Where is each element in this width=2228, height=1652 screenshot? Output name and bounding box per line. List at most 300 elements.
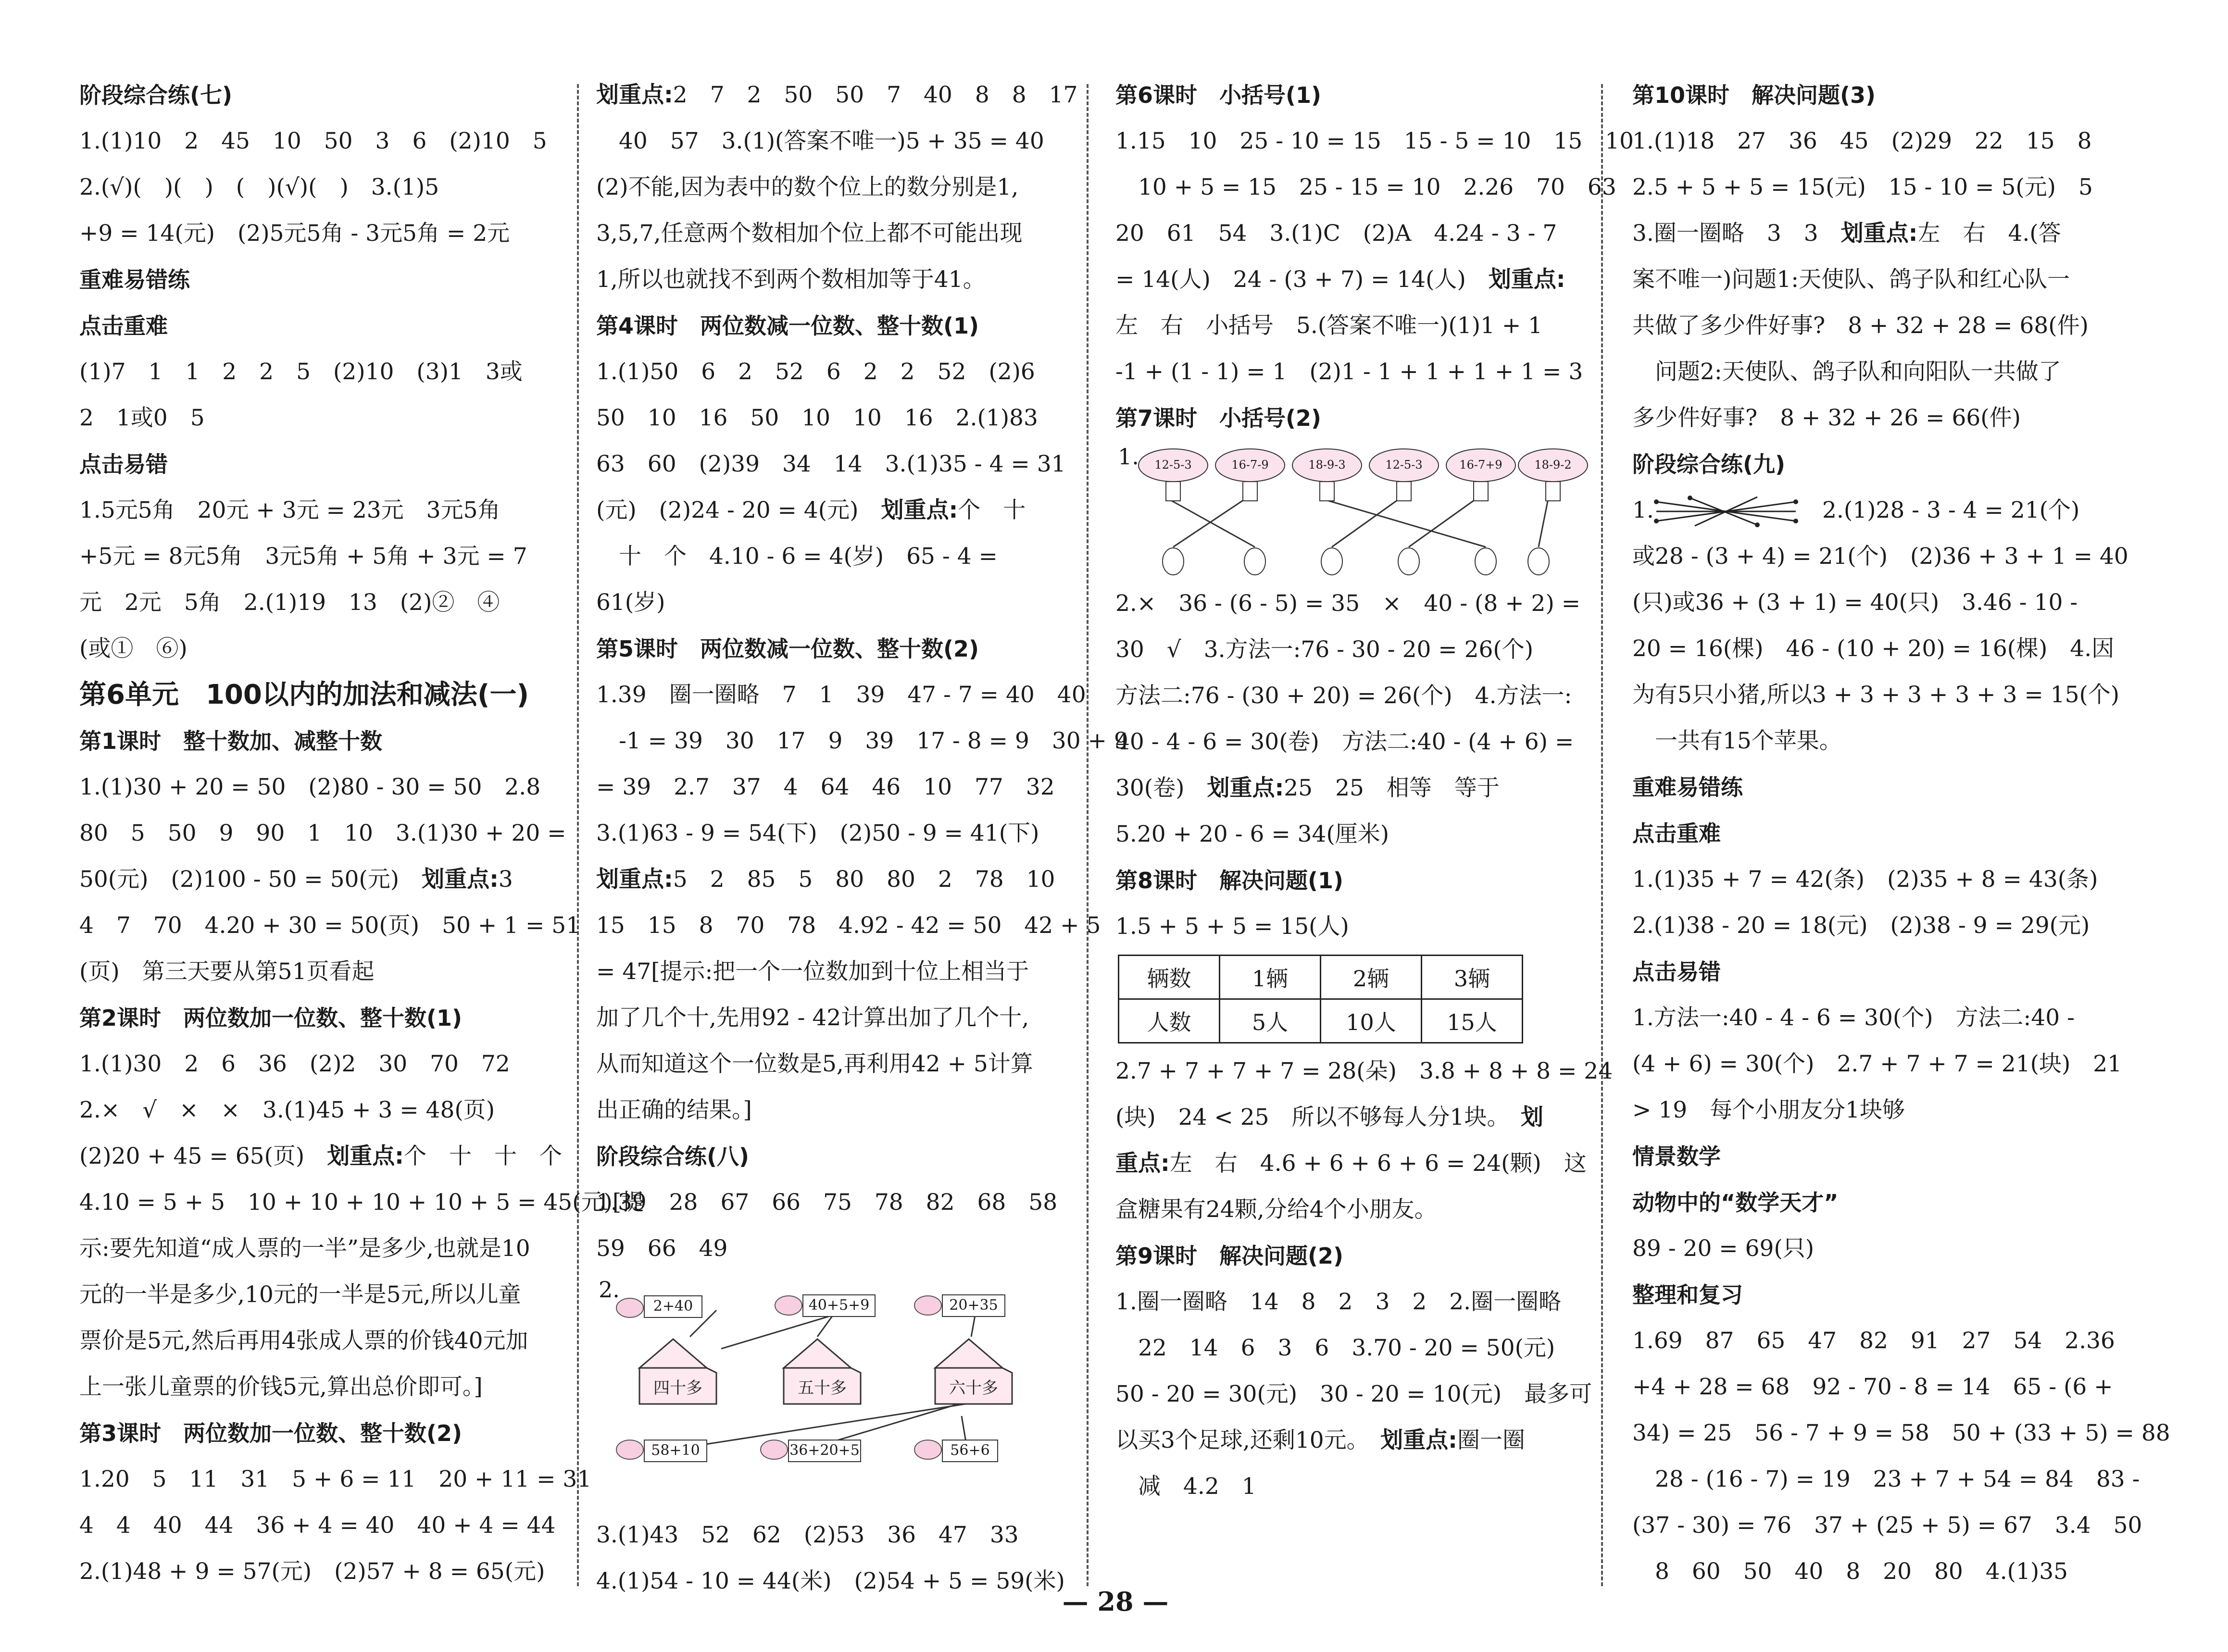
answer-line <box>1632 672 2120 718</box>
answer-line <box>79 487 560 534</box>
answer-line <box>1632 164 2113 211</box>
answer-text: 第10课时 解决问题(3) <box>1632 82 1876 108</box>
answer-text: 案不唯一)问题1:天使队、鸽子队和红心队一 <box>1632 266 2070 293</box>
answer-text: 89 - 20 = 69(只) <box>1632 1235 1815 1262</box>
answer-text: 4 7 70 4.20 + 30 = 50(页) 50 + 1 = 51 <box>79 912 581 939</box>
answer-text: 1,所以也就找不到两个数相加等于41。 <box>596 266 986 293</box>
section-heading <box>79 1410 560 1456</box>
section-heading <box>596 1133 1077 1180</box>
answer-text: 盒糖果有24颗,分给4个小朋友。 <box>1115 1196 1437 1223</box>
answer-text: 第1课时 整十数加、减整十数 <box>79 728 383 754</box>
answer-text: 2.(1)48 + 9 = 57(元) (2)57 + 8 = 65(元) <box>79 1558 545 1585</box>
answer-text: 点击易错 <box>1632 959 1721 985</box>
answer-text: 问题2:天使队、鸽子队和向阳队一共做了 <box>1632 359 2061 385</box>
answer-text: (元) (2)24 - 20 = 4(元) <box>596 497 881 523</box>
answer-text: 59 66 49 <box>596 1235 728 1262</box>
answer-line <box>1632 118 2113 164</box>
cars-people-table <box>1118 955 1523 1043</box>
section-heading <box>1632 441 2113 487</box>
answer-text: 20 61 54 3.(1)C (2)A 4.24 - 3 - 7 <box>1115 220 1557 247</box>
answer-text: 以买3个足球,还剩10元。 <box>1115 1427 1381 1453</box>
section-heading <box>79 672 560 718</box>
answer-line <box>79 1456 592 1503</box>
answer-text: 十 个 4.10 - 6 = 4(岁) 65 - 4 = <box>596 543 998 570</box>
section-heading <box>1115 72 1596 118</box>
answer-text: 第7课时 小括号(2) <box>1115 405 1322 431</box>
answer-line <box>79 810 566 857</box>
answer-line <box>1115 673 1596 719</box>
bee-house-matching-figure <box>596 1272 1077 1512</box>
answer-text: +9 = 14(元) (2)5元5角 - 3元5角 = 2元 <box>79 220 510 247</box>
mushroom-label: 12-5-3 <box>1385 458 1423 472</box>
answer-text: 3 <box>498 866 513 893</box>
answer-line <box>79 1041 560 1087</box>
table-cell: 15人 <box>1422 999 1523 1043</box>
highlight-label: 划重点: <box>881 497 958 523</box>
section-heading <box>1632 949 2113 995</box>
answer-line <box>79 164 560 211</box>
answer-text: 上一张儿童票的价钱5元,算出总价即可。] <box>79 1374 483 1400</box>
answer-line <box>596 257 1077 303</box>
col4-lines-b <box>1632 534 2170 1595</box>
answer-line <box>79 349 560 395</box>
col4-lines-a <box>1632 72 2113 487</box>
answer-text: (或① ⑥) <box>79 635 188 662</box>
section-heading <box>79 303 560 349</box>
answer-line <box>596 441 1077 487</box>
answer-text: (块) 24 < 25 所以不够每人分1块。 <box>1115 1104 1521 1130</box>
answer-line <box>79 118 560 164</box>
answer-text: 第6课时 小括号(1) <box>1115 82 1322 108</box>
answer-text: -1 = 39 30 17 9 39 17 - 8 = 9 30 + 9 <box>596 728 1128 754</box>
section-heading <box>79 257 560 303</box>
answer-text: (页) 第三天要从第51页看起 <box>79 958 375 985</box>
answer-line <box>79 211 560 257</box>
answer-text: 点击重难 <box>1632 820 1721 846</box>
answer-text: 1.(1)18 27 36 45 (2)29 22 15 8 <box>1632 128 2092 154</box>
answer-text: -1 + (1 - 1) = 1 (2)1 - 1 + 1 + 1 + 1 = 3 <box>1115 359 1583 385</box>
answer-text: 4.10 = 5 + 5 10 + 10 + 10 + 10 + 5 = 45(元)[提 <box>79 1189 644 1216</box>
highlight-label: 划重点: <box>1840 220 1918 247</box>
column-divider <box>1601 84 1603 1586</box>
answer-text: 5.20 + 20 - 6 = 34(厘米) <box>1115 821 1389 847</box>
answer-line <box>1115 118 1634 164</box>
answer-text: 28 - (16 - 7) = 19 23 + 7 + 54 = 84 83 - <box>1632 1466 2140 1492</box>
section-heading <box>596 303 1077 349</box>
answer-line <box>1115 1048 1613 1094</box>
answer-line <box>79 1549 560 1595</box>
table-row <box>1119 999 1523 1043</box>
bee-sign-text: 58+10 <box>651 1442 700 1459</box>
answer-text: 1.5 + 5 + 5 = 15(人) <box>1115 913 1349 940</box>
bee-sign-text: 20+35 <box>949 1297 998 1314</box>
mushroom-label: 16-7-9 <box>1231 458 1269 472</box>
answer-line <box>79 1503 560 1549</box>
answer-line <box>79 857 560 903</box>
answer-text: 40 - 4 - 6 = 30(卷) 方法二:40 - (4 + 6) = <box>1115 729 1574 755</box>
table-row <box>1119 956 1523 999</box>
answer-text: 第2课时 两位数加一位数、整十数(1) <box>79 1005 463 1031</box>
answer-line <box>79 1318 560 1364</box>
answer-line <box>1115 1279 1596 1325</box>
answer-text: 1.(1)35 + 7 = 42(条) (2)35 + 8 = 43(条) <box>1632 866 2098 893</box>
answer-line <box>1115 1187 1596 1233</box>
answer-text: 63 60 (2)39 34 14 3.(1)35 - 4 = 31 <box>596 451 1066 477</box>
answer-text: 50 10 16 50 10 10 16 2.(1)83 <box>596 405 1038 431</box>
answer-line <box>79 949 560 995</box>
answer-line <box>1632 534 2128 580</box>
answer-line <box>1115 765 1596 811</box>
answer-line <box>596 718 1128 764</box>
answer-text: 出正确的结果。] <box>596 1097 752 1123</box>
answer-text: 元 2元 5角 2.(1)19 13 (2)② ④ <box>79 589 500 616</box>
answer-text: 1.方法一:40 - 4 - 6 = 30(个) 方法二:40 - <box>1632 1005 2075 1031</box>
answer-line <box>1115 1094 1596 1141</box>
section-heading <box>1632 1133 2113 1180</box>
answer-line <box>1632 303 2113 349</box>
answer-line <box>1632 857 2113 903</box>
answer-text: = 14(人) 24 - (3 + 7) = 14(人) <box>1115 266 1489 293</box>
answer-text: 点击易错 <box>79 451 168 477</box>
answer-line <box>1632 580 2113 626</box>
answer-line <box>596 857 1077 903</box>
answer-text: 2 7 2 50 50 7 40 8 8 17 <box>673 82 1078 108</box>
answer-text: 1.(1)30 + 20 = 50 (2)80 - 30 = 50 2.8 <box>79 774 541 800</box>
answer-text: 或28 - (3 + 4) = 21(个) (2)36 + 3 + 1 = 40 <box>1632 543 2128 570</box>
answer-line <box>1632 995 2113 1041</box>
answer-text: 25 25 相等 等于 <box>1284 775 1500 801</box>
answer-line <box>596 1180 1077 1226</box>
answer-text: 2.(1)28 - 3 - 4 = 21(个) <box>1822 497 2080 523</box>
answer-text: 2.(1)38 - 20 = 18(元) (2)38 - 9 = 29(元) <box>1632 912 2090 939</box>
connector-lines <box>1168 499 1548 547</box>
answer-text: 第9课时 解决问题(2) <box>1115 1243 1344 1269</box>
answer-text: 80 5 50 9 90 1 10 3.(1)30 + 20 = <box>79 820 566 846</box>
answer-text: 2.5 + 5 + 5 = 15(元) 15 - 10 = 5(元) 5 <box>1632 174 2093 200</box>
answer-line <box>596 118 1077 164</box>
answer-column-3 <box>1115 72 1634 1510</box>
answer-text: 34) = 25 56 - 7 + 9 = 58 50 + (33 + 5) = 88 <box>1632 1420 2170 1446</box>
highlight-label: 划重点: <box>1488 266 1565 293</box>
section-heading <box>1632 810 2113 857</box>
answer-line <box>596 349 1077 395</box>
col2-lines-b <box>596 1512 1077 1604</box>
house-label: 四十多 <box>653 1379 702 1398</box>
page-number: — 28 — <box>1062 1586 1169 1617</box>
answer-text: 阶段综合练(七) <box>79 82 233 108</box>
answer-text: 40 57 3.(1)(答案不唯一)5 + 35 = 40 <box>596 128 1044 154</box>
table-cell: 辆数 <box>1119 956 1220 999</box>
answer-line <box>1115 1371 1596 1417</box>
highlight-label: 划重点: <box>327 1143 404 1169</box>
answer-text: 2.× 36 - (6 - 5) = 35 × 40 - (8 + 2) = <box>1115 590 1581 617</box>
answer-text: 左 右 4.6 + 6 + 6 + 6 = 24(颗) 这 <box>1169 1150 1587 1177</box>
bee-sign-text: 2+40 <box>653 1298 693 1315</box>
answer-line <box>596 1512 1077 1558</box>
answer-line <box>1632 1503 2142 1549</box>
answer-text: 30(卷) <box>1115 775 1207 801</box>
answer-line <box>1115 164 1616 211</box>
answer-line <box>1632 903 2113 949</box>
section-heading <box>79 995 560 1041</box>
answer-text: 为有5只小猪,所以3 + 3 + 3 + 3 + 3 = 15(个) <box>1632 682 2120 708</box>
answer-line <box>1632 1410 2170 1456</box>
answer-text: 重难易错练 <box>1632 774 1743 800</box>
highlight-label: 划重点: <box>1380 1427 1457 1453</box>
answer-text: (2)20 + 45 = 65(页) <box>79 1143 327 1169</box>
answer-text: (37 - 30) = 76 37 + (25 + 5) = 67 3.4 50 <box>1632 1512 2142 1539</box>
col3-lines-c <box>1115 1048 1613 1510</box>
answer-text: 22 14 6 3 6 3.70 - 20 = 50(元) <box>1115 1335 1555 1361</box>
section-heading <box>1632 72 2113 118</box>
answer-line <box>596 995 1077 1041</box>
answer-line <box>596 534 1077 580</box>
answer-text: 重难易错练 <box>79 267 190 293</box>
bee-sign-text: 40+5+9 <box>808 1297 870 1314</box>
answer-line <box>79 395 560 441</box>
answer-text: 1.20 5 11 31 5 + 6 = 11 20 + 11 = 31 <box>79 1466 592 1492</box>
section-heading <box>79 72 560 118</box>
answer-text: 1.39 28 67 66 75 78 82 68 58 <box>596 1189 1058 1216</box>
star-lines-figure <box>1632 487 2113 534</box>
answer-line <box>79 764 560 810</box>
answer-line <box>596 1041 1077 1087</box>
answer-text: 个 十 <box>958 497 1026 523</box>
answer-line <box>1115 1325 1596 1371</box>
answer-text: 加了几个十,先用92 - 42计算出加了几个十, <box>596 1005 1029 1031</box>
answer-text: 4.(1)54 - 10 = 44(米) (2)54 + 5 = 59(米) <box>596 1568 1065 1594</box>
answer-text: 整理和复习 <box>1632 1282 1743 1308</box>
table-cell: 人数 <box>1119 999 1220 1043</box>
table-cell: 1辆 <box>1220 956 1321 999</box>
answer-line <box>596 764 1077 810</box>
answer-line <box>1115 904 1596 950</box>
answer-line <box>79 903 581 949</box>
answer-text: 方法二:76 - (30 + 20) = 26(个) 4.方法一: <box>1115 683 1572 709</box>
house-label: 六十多 <box>949 1379 998 1398</box>
table-cell: 2辆 <box>1321 956 1422 999</box>
answer-line <box>79 1272 560 1318</box>
answer-text: = 39 2.7 37 4 64 46 10 77 32 <box>596 774 1055 800</box>
highlight-label: 划 <box>1520 1104 1543 1130</box>
answer-text: 从而知道这个一位数是5,再利用42 + 5计算 <box>596 1051 1033 1077</box>
section-heading <box>79 718 560 764</box>
answer-text: 2.7 + 7 + 7 + 7 = 28(朵) 3.8 + 8 + 8 = 24 <box>1115 1058 1613 1084</box>
table-cell: 3辆 <box>1422 956 1523 999</box>
answer-line <box>79 580 560 626</box>
answer-text: (1)7 1 1 2 2 5 (2)10 (3)1 3或 <box>79 359 523 385</box>
answer-line <box>596 72 1077 118</box>
answer-text: 8 60 50 40 8 20 80 4.(1)35 <box>1632 1558 2068 1585</box>
answer-text: 第4课时 两位数减一位数、整十数(1) <box>596 313 979 339</box>
col3-lines-a <box>1115 72 1634 441</box>
bee-sign-text: 36+20+5 <box>789 1442 860 1459</box>
answer-text: > 19 每个小朋友分1块够 <box>1632 1097 1905 1123</box>
column-divider <box>1087 84 1089 1586</box>
figure-number: 1. <box>1118 444 1139 470</box>
answer-line <box>1115 1141 1596 1187</box>
answer-line <box>79 1133 560 1180</box>
answer-line <box>79 626 560 672</box>
answer-text: 3.圈一圈略 3 3 <box>1632 220 1841 247</box>
figure-number: 1. <box>1632 497 1654 523</box>
house-label: 五十多 <box>798 1379 847 1398</box>
section-heading <box>1115 1233 1596 1279</box>
answer-text: (2)不能,因为表中的数个位上的数分别是1, <box>596 174 1019 200</box>
mushroom-stems <box>1166 482 1560 501</box>
answer-text: 30 √ 3.方法一:76 - 30 - 20 = 26(个) <box>1115 636 1534 663</box>
answer-line <box>596 1558 1077 1604</box>
answer-text: 元的一半是多少,10元的一半是5元,所以儿童 <box>79 1281 521 1308</box>
answer-text: (4 + 6) = 30(个) 2.7 + 7 + 7 = 21(块) 21 <box>1632 1051 2122 1077</box>
answer-text: 2.× √ × × 3.(1)45 + 3 = 48(页) <box>79 1097 495 1123</box>
answer-line <box>1632 1041 2122 1087</box>
col3-lines-b <box>1115 581 1596 950</box>
answer-text: 1.69 87 65 47 82 91 27 54 2.36 <box>1632 1328 2115 1354</box>
mushroom-label: 12-5-3 <box>1154 458 1192 472</box>
answer-line <box>596 395 1077 441</box>
answer-line <box>79 1180 644 1226</box>
answer-line <box>596 810 1077 857</box>
answer-text: 点击重难 <box>79 313 168 339</box>
answer-text: 4 4 40 44 36 + 4 = 40 40 + 4 = 44 <box>79 1512 556 1539</box>
answer-text: +4 + 28 = 68 92 - 70 - 8 = 14 65 - (6 + <box>1632 1374 2113 1400</box>
answer-line <box>1632 1364 2113 1410</box>
answer-text: 3.(1)63 - 9 = 54(下) (2)50 - 9 = 41(下) <box>596 820 1039 846</box>
answer-line <box>79 1087 560 1133</box>
answer-text: 2.(√)( )( ) ( )(√)( ) 3.(1)5 <box>79 174 439 200</box>
answer-text: 示:要先知道“成人票的一半”是多少,也就是10 <box>79 1235 530 1262</box>
answer-line <box>1632 349 2113 395</box>
section-heading <box>1115 857 1596 904</box>
answer-line <box>1632 1549 2113 1595</box>
answer-text: 左 右 小括号 5.(答案不唯一)(1)1 + 1 <box>1115 312 1543 339</box>
answer-text: 10 + 5 = 15 25 - 15 = 10 2.26 70 63 <box>1115 174 1616 200</box>
answer-text: (只)或36 + (3 + 1) = 40(只) 3.46 - 10 - <box>1632 589 2078 616</box>
section-heading <box>1632 1180 2113 1226</box>
answer-line <box>596 672 1086 718</box>
answer-line <box>1115 627 1596 673</box>
answer-line <box>1115 257 1596 303</box>
column-divider <box>577 84 579 1586</box>
answer-text: = 47[提示:把一个一位数加到十位上相当于 <box>596 958 1029 985</box>
answer-text: 圈一圈 <box>1457 1427 1525 1453</box>
answer-text: 1.(1)50 6 2 52 6 2 2 52 (2)6 <box>596 359 1035 385</box>
answer-text: 3.(1)43 52 62 (2)53 36 47 33 <box>596 1522 1019 1548</box>
answer-line <box>1115 349 1596 395</box>
answer-line <box>1632 1318 2113 1364</box>
answer-text: 2 1或0 5 <box>79 405 205 431</box>
answer-text: 左 右 4.(答 <box>1917 220 2061 247</box>
answer-line <box>1115 211 1596 257</box>
answer-line <box>1115 303 1596 349</box>
section-heading <box>1632 1272 2113 1318</box>
answer-text: +5元 = 8元5角 3元5角 + 5角 + 3元 = 7 <box>79 543 527 570</box>
section-heading <box>1115 395 1596 441</box>
answer-text: 1.5元5角 20元 + 3元 = 23元 3元5角 <box>79 497 501 523</box>
answer-line <box>1632 257 2113 303</box>
section-heading <box>79 441 560 487</box>
answer-text: 1.圈一圈略 14 8 2 3 2 2.圈一圈略 <box>1115 1289 1562 1315</box>
highlight-label: 划重点: <box>596 866 673 893</box>
answer-line <box>596 164 1077 211</box>
answer-column-4 <box>1632 72 2170 1595</box>
answer-text: 情景数学 <box>1632 1143 1721 1169</box>
star-lines-svg <box>1652 487 1810 534</box>
answer-text: 50 - 20 = 30(元) 30 - 20 = 10(元) 最多可 <box>1115 1381 1592 1407</box>
answer-line <box>1632 1226 2113 1272</box>
answer-text: 50(元) (2)100 - 50 = 50(元) <box>79 866 422 893</box>
answer-line <box>596 1087 1077 1133</box>
answer-line <box>596 949 1077 995</box>
section-heading <box>1632 764 2113 810</box>
answer-line <box>79 1364 560 1410</box>
answer-line <box>1632 626 2113 672</box>
answer-line <box>1632 395 2113 441</box>
answer-text: 第5课时 两位数减一位数、整十数(2) <box>596 636 979 662</box>
col2-lines-a <box>596 72 1128 1272</box>
answer-line <box>596 903 1101 949</box>
answer-line <box>596 487 1077 534</box>
figure-number: 2. <box>599 1277 620 1303</box>
answer-line <box>1115 811 1596 857</box>
table-cell: 5人 <box>1220 999 1321 1043</box>
answer-line <box>1632 1456 2140 1503</box>
answer-text: 第3课时 两位数加一位数、整十数(2) <box>79 1420 463 1446</box>
answer-line <box>1632 211 2113 257</box>
highlight-label: 重点: <box>1115 1150 1170 1177</box>
answer-line <box>1632 718 2113 764</box>
answer-text: 5 2 85 5 80 80 2 78 10 <box>673 866 1055 893</box>
answer-text: 阶段综合练(九) <box>1632 451 1786 477</box>
answer-text: 个 十 十 个 <box>403 1143 562 1169</box>
answer-text: 减 4.2 1 <box>1115 1473 1256 1500</box>
answer-text: 15 15 8 70 78 4.92 - 42 = 50 42 + 5 <box>596 912 1101 939</box>
answer-line <box>79 1226 560 1272</box>
bee-sign-text: 56+6 <box>950 1442 990 1459</box>
mushroom-label: 16-7+9 <box>1459 458 1502 472</box>
answer-line <box>1115 581 1596 627</box>
answer-text: 票价是5元,然后再用4张成人票的价钱40元加 <box>79 1328 528 1354</box>
mushroom-label: 18-9-3 <box>1308 458 1346 472</box>
mushroom-label: 18-9-2 <box>1534 458 1572 472</box>
table-cell: 10人 <box>1321 999 1422 1043</box>
answer-text: 一共有15个苹果。 <box>1632 728 1842 754</box>
highlight-label: 划重点: <box>1207 775 1284 801</box>
answer-line <box>1632 1087 2113 1133</box>
answer-text: 共做了多少件好事? 8 + 32 + 28 = 68(件) <box>1632 312 2089 339</box>
answer-text: 20 = 16(棵) 46 - (10 + 20) = 16(棵) 4.因 <box>1632 635 2115 662</box>
answer-text: 1.15 10 25 - 10 = 15 15 - 5 = 10 15 10 <box>1115 128 1634 154</box>
answer-line <box>1115 1464 1596 1510</box>
answer-text: 1.(1)10 2 45 10 50 3 6 (2)10 5 <box>79 128 547 154</box>
answer-text: 61(岁) <box>596 589 665 616</box>
mushroom-rabbit-figure <box>1115 441 1596 581</box>
answer-text: 动物中的“数学天才” <box>1632 1190 1839 1216</box>
answer-line <box>1115 719 1596 765</box>
answer-text: 1.(1)30 2 6 36 (2)2 30 70 72 <box>79 1051 510 1077</box>
answer-text: 第6单元 100以内的加法和减法(一) <box>79 679 529 710</box>
answer-line <box>596 1226 1077 1272</box>
answer-text: 第8课时 解决问题(1) <box>1115 868 1344 894</box>
highlight-label: 划重点: <box>422 866 499 893</box>
highlight-label: 划重点: <box>596 82 673 108</box>
answer-text: 阶段综合练(八) <box>596 1143 750 1169</box>
answer-line <box>1115 1417 1596 1464</box>
section-heading <box>596 626 1077 672</box>
answer-text: 多少件好事? 8 + 32 + 26 = 66(件) <box>1632 405 2021 431</box>
answer-text: 1.39 圈一圈略 7 1 39 47 - 7 = 40 40 <box>596 682 1086 708</box>
